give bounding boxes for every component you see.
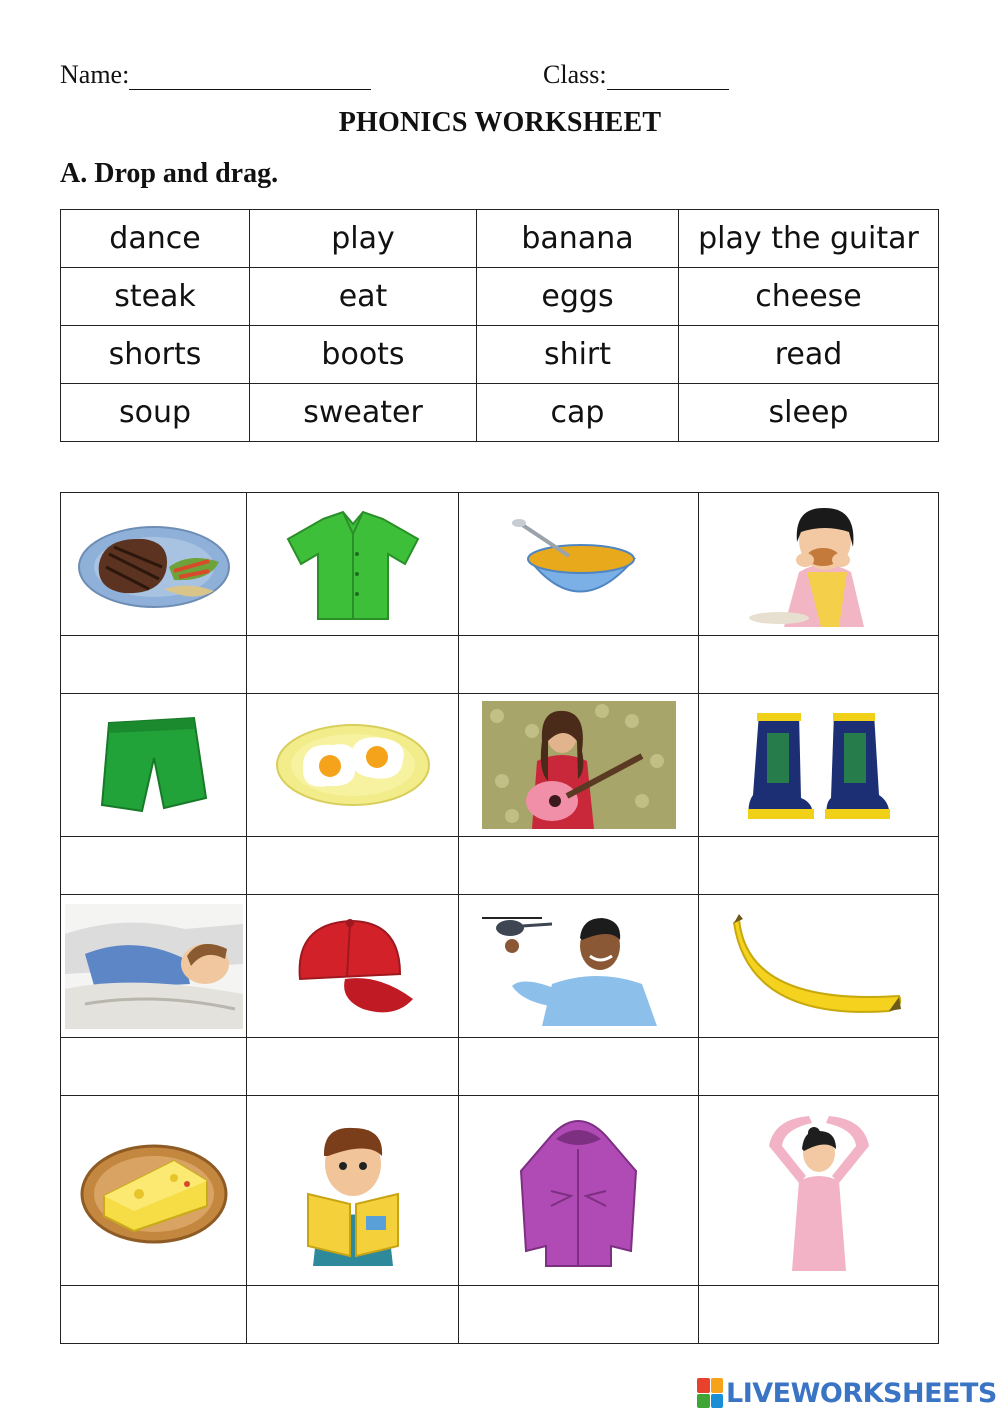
picture-cell <box>61 1096 247 1286</box>
fried-eggs-icon <box>273 720 433 810</box>
word-card[interactable]: steak <box>61 268 250 326</box>
picture-cell <box>247 694 459 837</box>
logo-square-icon <box>697 1394 710 1409</box>
picture-grid <box>60 492 939 1344</box>
answer-drop-zone[interactable] <box>247 636 459 694</box>
picture-cell <box>247 493 459 636</box>
purple-sweater-icon <box>511 1111 646 1271</box>
boy-sleeping-icon <box>65 904 243 1029</box>
logo-square-icon <box>711 1394 724 1409</box>
answer-drop-zone[interactable] <box>61 1286 247 1344</box>
girl-eating-icon <box>739 502 899 627</box>
section-heading: A. Drop and drag. <box>60 158 279 189</box>
answer-drop-zone[interactable] <box>699 837 939 895</box>
picture-cell <box>699 493 939 636</box>
logo-square-icon <box>697 1378 710 1393</box>
word-card[interactable]: sweater <box>250 384 477 442</box>
liveworksheets-logo <box>697 1376 997 1410</box>
banana-icon <box>729 911 909 1021</box>
green-shorts-icon <box>94 713 214 818</box>
name-label: Name: <box>60 60 130 89</box>
soup-bowl-icon <box>509 514 649 614</box>
picture-cell <box>459 493 699 636</box>
picture-cell <box>699 1096 939 1286</box>
word-bank <box>60 209 939 442</box>
word-card[interactable]: cheese <box>679 268 939 326</box>
word-card[interactable]: play the guitar <box>679 210 939 268</box>
page-title: PHONICS WORKSHEET <box>338 107 662 138</box>
boy-playing-toy-helicopter-icon <box>482 906 676 1026</box>
word-card[interactable]: sleep <box>679 384 939 442</box>
answer-drop-zone[interactable] <box>459 1286 699 1344</box>
girl-playing-guitar-icon <box>482 701 676 829</box>
answer-drop-zone[interactable] <box>459 636 699 694</box>
rain-boots-icon <box>739 703 899 828</box>
logo-square-icon <box>711 1378 724 1393</box>
picture-cell <box>459 895 699 1038</box>
answer-drop-zone[interactable] <box>699 636 939 694</box>
picture-cell <box>459 694 699 837</box>
girl-dancing-icon <box>754 1111 884 1271</box>
steak-plate-icon <box>74 509 234 619</box>
class-blank[interactable] <box>607 65 729 90</box>
class-field[interactable] <box>543 60 729 90</box>
word-card[interactable]: soup <box>61 384 250 442</box>
picture-cell <box>699 895 939 1038</box>
word-card[interactable]: shirt <box>477 326 679 384</box>
answer-drop-zone[interactable] <box>247 837 459 895</box>
picture-cell <box>61 694 247 837</box>
picture-cell <box>61 895 247 1038</box>
answer-drop-zone[interactable] <box>459 837 699 895</box>
class-label: Class: <box>543 60 607 89</box>
word-card[interactable]: banana <box>477 210 679 268</box>
answer-drop-zone[interactable] <box>61 837 247 895</box>
word-card[interactable]: play <box>250 210 477 268</box>
word-card[interactable]: eat <box>250 268 477 326</box>
picture-cell <box>247 895 459 1038</box>
word-card[interactable]: boots <box>250 326 477 384</box>
cheese-board-icon <box>79 1136 229 1246</box>
name-blank[interactable] <box>129 65 371 90</box>
name-field[interactable] <box>60 60 371 90</box>
word-card[interactable]: cap <box>477 384 679 442</box>
word-card[interactable]: shorts <box>61 326 250 384</box>
word-card[interactable]: eggs <box>477 268 679 326</box>
green-shirt-icon <box>283 504 423 624</box>
word-card[interactable]: read <box>679 326 939 384</box>
picture-cell <box>699 694 939 837</box>
answer-drop-zone[interactable] <box>247 1286 459 1344</box>
picture-cell <box>61 493 247 636</box>
answer-drop-zone[interactable] <box>699 1286 939 1344</box>
picture-cell <box>247 1096 459 1286</box>
answer-drop-zone[interactable] <box>699 1038 939 1096</box>
boy-reading-icon <box>288 1116 418 1266</box>
picture-cell <box>459 1096 699 1286</box>
logo-text: LIVEWORKSHEETS <box>726 1377 997 1409</box>
answer-drop-zone[interactable] <box>247 1038 459 1096</box>
answer-drop-zone[interactable] <box>61 636 247 694</box>
answer-drop-zone[interactable] <box>459 1038 699 1096</box>
logo-mark-icon <box>697 1378 723 1408</box>
red-cap-icon <box>285 909 420 1024</box>
word-card[interactable]: dance <box>61 210 250 268</box>
answer-drop-zone[interactable] <box>61 1038 247 1096</box>
